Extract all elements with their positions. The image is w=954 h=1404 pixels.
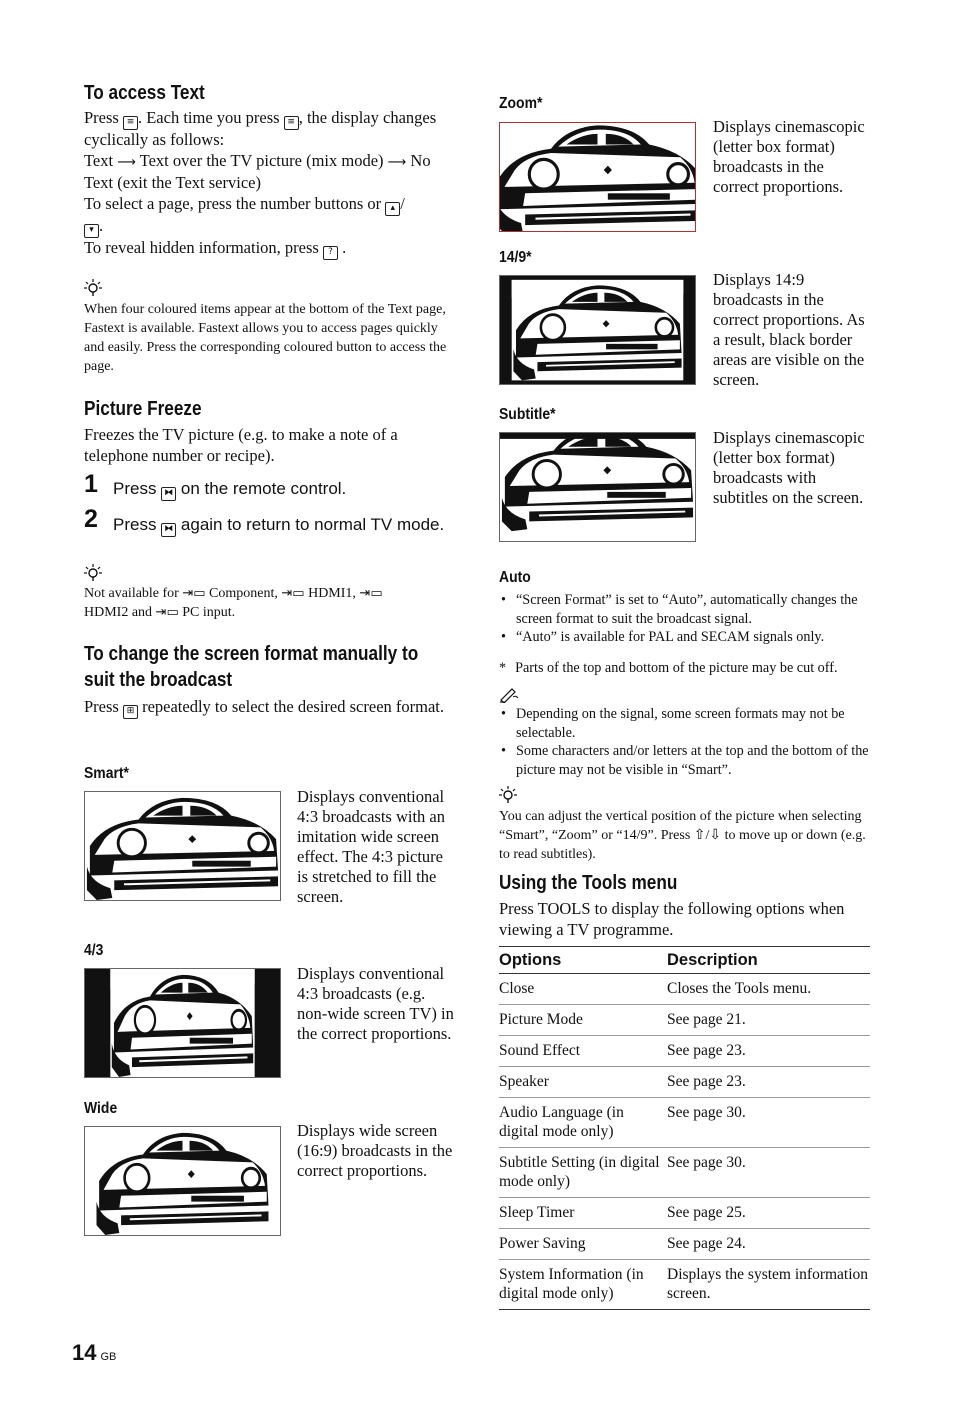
page-number: 14 GB: [72, 1340, 117, 1365]
tools-options-table: [499, 946, 870, 1310]
picture-freeze-intro: Freezes the TV picture (e.g. to make a note of a telephone number or recipe).: [84, 425, 398, 465]
input-source-icon: ⇥▭: [359, 586, 383, 601]
column-header-options: Options: [499, 947, 667, 974]
table-header-row: [499, 947, 870, 974]
table-row: [499, 1067, 870, 1098]
description-cell: See page 24.: [667, 1229, 870, 1260]
14-9-format-image: [499, 275, 696, 385]
mode-label-14-9: 14/9*: [499, 249, 532, 266]
mode-label-4-3: 4/3: [84, 942, 104, 959]
description-cell: See page 21.: [667, 1005, 870, 1036]
description-cell: See page 23.: [667, 1036, 870, 1067]
footnote: * Parts of the top and bottom of the picture may be cut off.: [499, 660, 838, 676]
table-row: [499, 1229, 870, 1260]
subtitle-format-image: [499, 432, 696, 542]
mode-label-auto: Auto: [499, 569, 531, 586]
table-row: [499, 1198, 870, 1229]
option-cell: Subtitle Setting (in digital mode only): [499, 1148, 667, 1198]
text-button-icon: ≡: [123, 116, 138, 130]
screen-format-tip: You can adjust the vertical position of the picture when selecting “Smart”, “Zoom” or “14/9”. Press ⇧/⇩ to move up or down (e.g. to read subtitles).: [499, 809, 866, 862]
up-arrow-icon: ⇧: [693, 827, 706, 843]
mode-label-smart: Smart*: [84, 765, 129, 782]
mode-label-zoom: Zoom*: [499, 95, 543, 112]
page-up-icon: ▴: [385, 202, 400, 216]
list-item: • Depending on the signal, some screen formats may not be selectable.: [499, 705, 871, 742]
reveal-icon: ?: [323, 246, 338, 260]
option-cell: Close: [499, 974, 667, 1005]
mode-desc-smart: Displays conventional 4:3 broadcasts with an imitation wide screen effect. The 4:3 picture is stretched to fill the screen.: [297, 787, 446, 906]
input-source-icon: ⇥▭: [182, 586, 206, 601]
description-cell: Displays the system information screen.: [667, 1260, 870, 1310]
table-row: [499, 1036, 870, 1067]
table-row: [499, 974, 870, 1005]
down-arrow-icon: ⇩: [709, 827, 722, 843]
access-text-tip: When four coloured items appear at the bottom of the Text page, Fastext is available. Fastext allows you to access pages quickly and easily. Press the corresponding coloured button to access the page.: [84, 302, 447, 374]
step-number: 1: [84, 470, 98, 498]
input-source-icon: ⇥▭: [155, 605, 179, 620]
right-arrow-icon: ⟶: [387, 154, 407, 170]
table-row: [499, 1260, 870, 1310]
zoom-format-image: [499, 122, 696, 232]
picture-freeze-heading: Picture Freeze: [84, 398, 202, 420]
mode-desc-14-9: Displays 14:9 broadcasts in the correct proportions. As a result, black border areas are visible on the screen.: [713, 270, 865, 389]
option-cell: Sound Effect: [499, 1036, 667, 1067]
mode-desc-4-3: Displays conventional 4:3 broadcasts (e.g. non-wide screen TV) in the correct proportions.: [297, 964, 454, 1043]
step-number: 2: [84, 505, 98, 533]
hint-icon: [84, 563, 102, 583]
region-code: GB: [100, 1351, 117, 1363]
table-row: [499, 1148, 870, 1198]
input-source-icon: ⇥▭: [281, 586, 305, 601]
option-cell: Speaker: [499, 1067, 667, 1098]
smart-format-image: [84, 791, 281, 901]
hint-icon: [499, 785, 517, 805]
description-cell: See page 30.: [667, 1098, 870, 1148]
description-cell: Closes the Tools menu.: [667, 974, 870, 1005]
tools-menu-intro: Press TOOLS to display the following options when viewing a TV programme.: [499, 899, 845, 939]
mode-desc-subtitle: Displays cinemascopic (letter box format) broadcasts with subtitles on the screen.: [713, 428, 865, 507]
freeze-icon: ⧓: [161, 487, 176, 501]
access-text-heading: To access Text: [84, 82, 205, 104]
option-cell: Power Saving: [499, 1229, 667, 1260]
mode-label-wide: Wide: [84, 1100, 118, 1117]
step-2: Press ⧓ again to return to normal TV mode.: [113, 513, 453, 537]
tools-menu-heading: Using the Tools menu: [499, 872, 678, 894]
mode-desc-wide: Displays wide screen (16:9) broadcasts in the correct proportions.: [297, 1121, 453, 1180]
screen-format-heading-line2: suit the broadcast: [84, 669, 233, 691]
description-cell: See page 30.: [667, 1148, 870, 1198]
list-item: • “Screen Format” is set to “Auto”, automatically changes the screen format to suit the broadcast signal.: [499, 591, 871, 628]
option-cell: Picture Mode: [499, 1005, 667, 1036]
screen-format-intro: Press ⊞ repeatedly to select the desired screen format.: [84, 697, 454, 719]
page-down-icon: ▾: [84, 224, 99, 238]
list-item: • Some characters and/or letters at the top and the bottom of the picture may not be visible in “Smart”.: [499, 742, 871, 779]
auto-bullets: [499, 591, 871, 647]
wide-format-image: [84, 1126, 281, 1236]
column-header-description: Description: [667, 947, 870, 974]
text-button-icon: ≡: [284, 116, 299, 130]
right-arrow-icon: ⟶: [117, 154, 136, 170]
screen-format-icon: ⊞: [123, 705, 138, 719]
description-cell: See page 23.: [667, 1067, 870, 1098]
option-cell: System Information (in digital mode only): [499, 1260, 667, 1310]
table-row: [499, 1005, 870, 1036]
note-pencil-icon: [499, 687, 519, 703]
table-row: [499, 1098, 870, 1148]
4-3-format-image: [84, 968, 281, 1078]
note-bullets: [499, 705, 871, 779]
mode-label-subtitle: Subtitle*: [499, 406, 556, 423]
access-text-body: Press ≡ . Each time you press ≡ , the display changes cyclically as follows: Text ⟶ Text over the TV picture (mix mode) ⟶ No Text (exit the Text service) To select a page, press the number buttons or ▴ / ▾ . To reveal hidden information, press ? .: [84, 108, 454, 260]
list-item: • “Auto” is available for PAL and SECAM signals only.: [499, 628, 871, 647]
hint-icon: [84, 278, 102, 298]
option-cell: Sleep Timer: [499, 1198, 667, 1229]
freeze-icon: ⧓: [161, 523, 176, 537]
option-cell: Audio Language (in digital mode only): [499, 1098, 667, 1148]
screen-format-heading-line1: To change the screen format manually to: [84, 643, 419, 665]
picture-freeze-tip: Not available for ⇥▭ Component, ⇥▭ HDMI1, ⇥▭ HDMI2 and ⇥▭ PC input.: [84, 586, 383, 620]
description-cell: See page 25.: [667, 1198, 870, 1229]
step-1: Press ⧓ on the remote control.: [113, 478, 453, 501]
mode-desc-zoom: Displays cinemascopic (letter box format) broadcasts in the correct proportions.: [713, 117, 865, 196]
